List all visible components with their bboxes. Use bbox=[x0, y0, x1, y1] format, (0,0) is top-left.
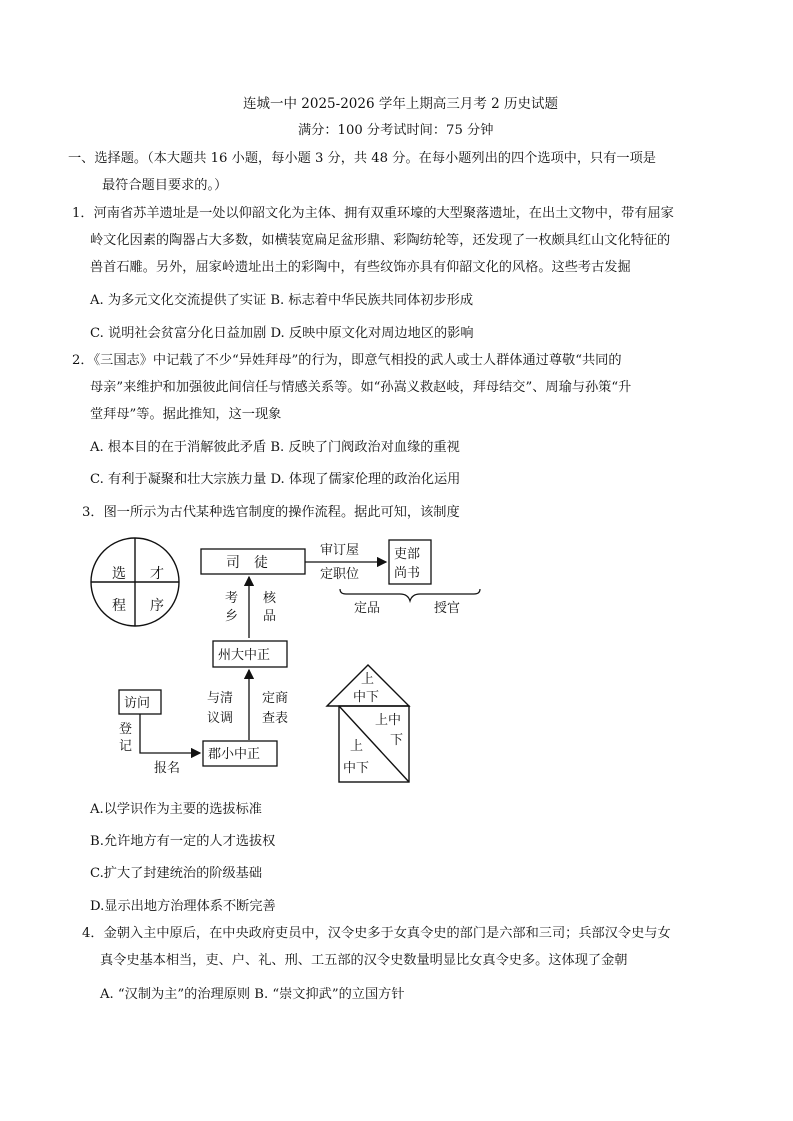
q2-option-line: C. 有利于凝聚和壮大宗族力量 D. 体现了儒家伦理的政治化运用 bbox=[90, 472, 461, 487]
grade-char: 中下 bbox=[353, 690, 380, 705]
q1-stem-line: 岭文化因素的陶器占大多数，如横装宽扁足盆形鼎、彩陶纺轮等，还发现了一枚颇具红山文化特征的 bbox=[90, 233, 671, 248]
nine-grades-house bbox=[327, 665, 409, 782]
hepin-label: 品 bbox=[263, 609, 277, 624]
brace bbox=[340, 589, 480, 601]
grade-char: 上 bbox=[350, 739, 364, 754]
q3-option-line: D.显示出地方治理体系不断完善 bbox=[90, 899, 276, 914]
fangwen-to-jun-line bbox=[140, 714, 200, 753]
libu-label: 尚书 bbox=[394, 566, 421, 581]
q4-stem-line: 4．金朝入主中原后，在中央政府吏员中，汉令史多于女真令史的部门是六部和三司；兵部汉令史与女 bbox=[82, 926, 671, 941]
dengji-label: 记 bbox=[119, 739, 133, 754]
q3-diagram bbox=[0, 530, 793, 790]
shouguan-label: 授官 bbox=[434, 601, 461, 616]
circle-char: 序 bbox=[150, 598, 164, 614]
q3-stem: 3．图一所示为古代某种选官制度的操作流程。据此可知，该制度 bbox=[82, 505, 460, 520]
kaoxiang-label: 考 bbox=[225, 591, 239, 606]
grade-char: 上中 bbox=[375, 713, 402, 728]
junzheng-label: 郡小中正 bbox=[208, 747, 261, 762]
q2-stem-line: 母亲”来维护和加强彼此间信任与情感关系等。如“孙嵩义救赵岐，拜母结交”、周瑜与孙策“升 bbox=[90, 380, 632, 395]
q2-option-line: A. 根本目的在于消解彼此矛盾 B. 反映了门阀政治对血缘的重视 bbox=[90, 440, 460, 455]
dingshang-label: 查表 bbox=[262, 711, 289, 726]
libu-label: 吏部 bbox=[394, 547, 421, 562]
circle-char: 选 bbox=[112, 566, 126, 582]
yuqing-label: 与清 bbox=[207, 691, 234, 706]
q2-stem-line: 2．《三国志》中记载了不少“异姓拜母”的行为，即意气相投的武人或士人群体通过尊敬“共同的 bbox=[72, 353, 622, 368]
baoming-label: 报名 bbox=[154, 761, 181, 776]
section-instructions: 一、选择题。（本大题共 16 小题，每小题 3 分，共 48 分。在每小题列出的四个选项中，只有一项是 bbox=[68, 151, 656, 166]
q2-stem-line: 堂拜母”等。据此推知，这一现象 bbox=[90, 407, 282, 422]
yuqing-label: 议调 bbox=[207, 711, 234, 726]
section-instructions-cont: 最符合题目要求的。） bbox=[102, 178, 228, 193]
q3-option-line: A.以学识作为主要的选拔标准 bbox=[90, 802, 262, 817]
zhouzheng-label: 州大中正 bbox=[218, 648, 271, 663]
selection-circle bbox=[91, 538, 179, 626]
q3-option-line: B.允许地方有一定的人才选拔权 bbox=[90, 834, 276, 849]
grade-char: 上 bbox=[361, 672, 375, 687]
grade-char: 下 bbox=[390, 733, 404, 748]
dengji-label: 登 bbox=[119, 722, 133, 737]
q1-option-line: A. 为多元文化交流提供了实证 B. 标志着中华民族共同体初步形成 bbox=[90, 293, 474, 308]
fangwen-label: 访问 bbox=[124, 696, 151, 711]
q1-option-line: C. 说明社会贫富分化日益加剧 D. 反映中原文化对周边地区的影响 bbox=[90, 326, 474, 341]
grade-char: 中下 bbox=[343, 761, 370, 776]
q4-option-line: A. “汉制为主”的治理原则 B. “崇文抑武”的立国方针 bbox=[100, 987, 405, 1002]
arrow-label-top: 审订屋 bbox=[320, 543, 360, 558]
q4-stem-line: 真令史基本相当，吏、户、礼、刑、工五部的汉令史数量明显比女真令史多。这体现了金朝 bbox=[100, 953, 628, 968]
q3-option-line: C.扩大了封建统治的阶级基础 bbox=[90, 866, 263, 881]
hepin-label: 核 bbox=[263, 591, 277, 606]
arrow-label-bottom: 定职位 bbox=[320, 567, 360, 582]
exam-subtitle: 满分：100 分考试时间：75 分钟 bbox=[298, 123, 494, 138]
q1-stem-line: 兽首石雕。另外，屈家岭遗址出土的彩陶中，有些纹饰亦具有仰韶文化的风格。这些考古发掘 bbox=[90, 260, 631, 275]
dingshang-label: 定商 bbox=[262, 691, 289, 706]
circle-char: 才 bbox=[150, 566, 164, 582]
q1-stem-line: 1．河南省苏羊遗址是一处以仰韶文化为主体、拥有双重环壕的大型聚落遗址，在出土文物中，带有屈家 bbox=[72, 206, 674, 221]
exam-title: 连城一中 2025-2026 学年上期高三月考 2 历史试题 bbox=[243, 96, 559, 112]
circle-char: 程 bbox=[112, 598, 126, 614]
dingpin-label: 定品 bbox=[354, 601, 381, 616]
kaoxiang-label: 乡 bbox=[225, 609, 239, 624]
situ-label: 司 徒 bbox=[226, 555, 268, 571]
